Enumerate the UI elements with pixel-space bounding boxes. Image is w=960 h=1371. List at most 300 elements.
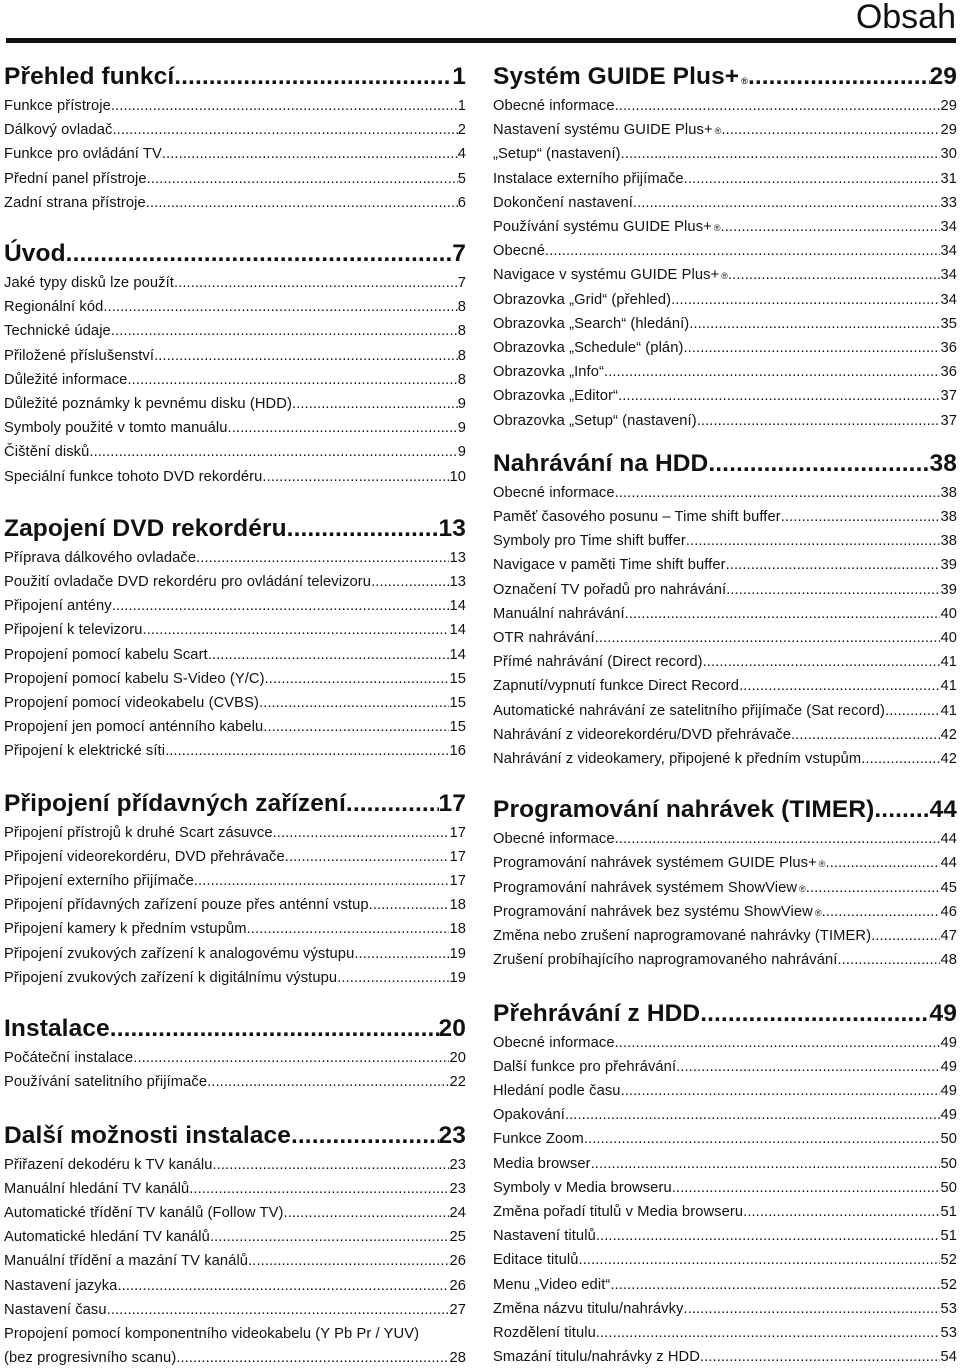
toc-entry[interactable] [4,715,466,739]
toc-entry[interactable] [493,924,957,948]
dot-leader [174,60,452,94]
section-heading[interactable] [493,793,957,827]
toc-entry[interactable] [4,966,466,990]
toc-entry[interactable] [4,594,466,618]
dot-leader [791,723,940,747]
dot-leader [259,691,450,715]
toc-entry[interactable] [4,869,466,893]
toc-entry[interactable] [493,191,957,215]
toc-entry[interactable] [493,409,957,433]
entry-page-number: 18 [449,921,466,938]
entry-page-number: 30 [940,146,957,163]
toc-entry[interactable] [4,1201,466,1225]
entry-page-number: 10 [449,468,466,485]
toc-entry[interactable] [4,368,466,392]
dot-leader [806,876,941,900]
entry-page-number: 7 [457,275,466,292]
entry-page-number: 17 [449,824,466,841]
toc-entry[interactable] [493,384,957,408]
toc-entry[interactable]: Navigace v systému GUIDE Plus+ ® ..... 34 [493,263,957,287]
entry-page-number: 34 [940,267,957,284]
toc-entry[interactable] [493,336,957,360]
toc-entry[interactable] [4,691,466,715]
entry-title: Automatické hledání TV kanálů [4,1229,210,1246]
entry-page-number: 6 [457,194,466,211]
dot-leader [625,602,941,626]
entry-page-number: 27 [449,1301,466,1318]
section-heading[interactable] [4,237,466,271]
entry-page-number: 47 [940,928,957,945]
toc-entry[interactable] [4,271,466,295]
toc-entry[interactable] [4,942,466,966]
section-page-number: 7 [452,240,466,268]
entry-page-number: 38 [940,509,957,526]
dot-leader [565,1103,941,1127]
toc-section-pripojeni-pridavnych-zarizeni [4,787,466,990]
toc-entry[interactable] [493,1176,957,1200]
dot-leader [596,1224,941,1248]
toc-entry[interactable] [4,1249,466,1273]
entry-page-number: 4 [457,146,466,163]
toc-entry[interactable] [4,1177,466,1201]
entry-page-number: 16 [449,743,466,760]
entry-title: Změna pořadí titulů v Media browseru [493,1203,744,1220]
toc-section-dalsi-moznosti-instalace [4,1119,466,1371]
entry-page-number: 44 [940,831,957,848]
entry-title: Připojení přístrojů k druhé Scart zásuvce [4,824,273,841]
entry-page-number: 46 [940,903,957,920]
toc-entry[interactable] [493,94,957,118]
entry-page-number: 9 [457,444,466,461]
entry-title: Obecné informace [493,1034,615,1051]
toc-entry[interactable] [493,1321,957,1345]
toc-entry[interactable] [4,1070,466,1094]
toc-entry[interactable] [4,1225,466,1249]
dot-leader [292,392,458,416]
toc-entry[interactable] [4,440,466,464]
dot-leader [127,368,457,392]
dot-leader [726,578,940,602]
entry-page-number: 19 [449,969,466,986]
dot-leader [174,271,458,295]
entry-page-number: 5 [457,170,466,187]
toc-entry[interactable] [493,529,957,553]
entry-page-number: 9 [457,420,466,437]
entry-page-number: 34 [940,291,957,308]
dot-leader [196,546,449,570]
entry-page-number: 53 [940,1300,957,1317]
dot-leader [579,1248,941,1272]
dot-leader [228,416,458,440]
entry-title: Připojení k televizoru [4,622,143,639]
toc-entry[interactable] [493,723,957,747]
toc-entry[interactable] [4,893,466,917]
dot-leader [610,1273,940,1297]
entry-title: Obrazovka „Info“ [493,364,604,381]
section-title: Programování nahrávek (TIMER) [493,796,875,824]
dot-leader [689,312,940,336]
toc-entry[interactable] [493,1103,957,1127]
entry-page-number: 40 [940,630,957,647]
entry-title: Připojení videorekordéru, DVD přehrávače [4,848,285,865]
dot-leader [584,1127,941,1151]
dot-leader [147,167,458,191]
toc-entry[interactable]: Nastavení systému GUIDE Plus+ ® ..... 29 [493,118,957,142]
entry-page-number: 39 [940,581,957,598]
section-title: Přehled funkcí [4,63,175,90]
entry-title: Připojení externího přijímače [4,873,194,890]
dot-leader [703,650,941,674]
toc-entry[interactable] [4,319,466,343]
entry-page-number: 22 [449,1074,466,1091]
toc-entry[interactable] [493,1055,957,1079]
entry-title: Nastavení jazyka [4,1277,118,1294]
toc-entry[interactable] [4,465,466,489]
dot-leader [103,295,457,319]
section-heading[interactable] [4,1012,466,1046]
toc-entry[interactable] [4,392,466,416]
entry-page-number: 18 [449,897,466,914]
dot-leader [781,505,941,529]
toc-entry[interactable] [493,288,957,312]
dot-leader [676,1055,940,1079]
dot-leader [861,747,940,771]
dot-leader [117,1274,449,1298]
toc-entry[interactable] [493,948,957,972]
toc-entry[interactable] [493,827,957,851]
entry-title: Obecné [493,243,546,260]
toc-entry[interactable] [493,699,957,723]
toc-entry[interactable] [493,1152,957,1176]
dot-leader [207,1070,449,1094]
entry-page-number: 48 [940,952,957,969]
section-title: Úvod [4,240,66,268]
toc-entry[interactable] [493,1273,957,1297]
dot-leader [595,626,941,650]
toc-entry[interactable] [493,239,957,263]
dot-leader [346,787,439,821]
entry-title: Přiřazení dekodéru k TV kanálu [4,1156,213,1173]
toc-entry[interactable] [4,821,466,845]
entry-page-number: 26 [449,1277,466,1294]
section-title: Zapojení DVD rekordéru [4,514,287,542]
entry-title: Zadní strana přístroje [4,194,146,211]
entry-title: Symboly použité v tomto manuálu [4,420,228,437]
entry-title: Nastavení systému GUIDE Plus+ [493,122,713,139]
entry-page-number: 14 [449,622,466,639]
entry-title: Hledání podle času [493,1082,621,1099]
entry-page-number: 24 [449,1204,466,1221]
entry-title: Dokončení nastavení [493,194,633,211]
toc-entry[interactable] [493,553,957,577]
toc-entry[interactable] [4,167,466,191]
toc-section-prehled-funkci [4,60,466,215]
entry-page-number: 51 [940,1228,957,1245]
toc-entry[interactable] [493,1127,957,1151]
section-heading[interactable] [493,997,957,1031]
dot-leader [107,1298,450,1322]
entry-title: Připojení kamery k předním vstupům [4,921,247,938]
entry-title: Důležité informace [4,371,128,388]
toc-entry[interactable]: Programování nahrávek systémem GUIDE Plus+ ® ..... 44 [493,851,957,875]
entry-title: Obecné informace [493,484,615,501]
toc-entry[interactable] [4,1153,466,1177]
entry-title: Připojení antény [4,598,112,615]
entry-page-number: 8 [457,299,466,316]
entry-title: Propojení pomocí kabelu S-Video (Y/C) [4,670,265,687]
toc-entry[interactable] [493,1248,957,1272]
dot-leader [369,893,450,917]
toc-entry[interactable] [493,1297,957,1321]
entry-page-number: 15 [449,670,466,687]
section-page-number: 49 [929,999,957,1027]
entry-page-number: 1 [457,98,466,114]
section-heading[interactable] [4,512,466,546]
toc-entry[interactable] [4,118,466,142]
dot-leader [621,1079,941,1103]
dot-leader [822,900,941,924]
dot-leader [604,360,940,384]
section-heading[interactable] [4,1119,466,1153]
dot-leader [545,239,940,263]
entry-title: Speciální funkce tohoto DVD rekordéru [4,468,263,485]
entry-page-number: 41 [940,654,957,671]
entry-title: Čištění disků [4,444,90,461]
entry-title: Manuální nahrávání [493,605,625,622]
entry-title: Instalace externího přijímače [493,170,684,187]
entry-title: Funkce pro ovládání TV [4,146,162,163]
dot-leader [111,319,458,343]
dot-leader [748,60,930,94]
toc-right-column [493,60,957,1369]
dot-leader [371,570,449,594]
entry-page-number: 2 [457,122,466,139]
toc-entry[interactable] [4,1274,466,1298]
toc-entry[interactable] [4,1322,466,1370]
dot-leader [684,167,941,191]
entry-title: Připojení zvukových zařízení k analogovému výstupu [4,945,355,962]
dot-leader [697,409,941,433]
section-page-number: 38 [929,449,957,477]
entry-page-number: 17 [449,848,466,865]
dot-leader [700,997,929,1031]
entry-page-number: 23 [449,1156,466,1173]
entry-title: Přiložené příslušenství [4,347,155,364]
entry-title: Smazání titulu/nahrávky z HDD [493,1349,700,1366]
entry-page-number: 26 [449,1253,466,1270]
section-page-number: 13 [438,514,466,542]
entry-title: Důležité poznámky k pevnému disku (HDD) [4,396,292,413]
toc-entry[interactable] [4,667,466,691]
dot-leader [146,191,458,215]
dot-leader [743,1200,940,1224]
entry-page-number: 17 [449,873,466,890]
entry-title: Nastavení titulů [493,1228,596,1245]
dot-leader [194,869,450,893]
dot-leader [89,440,457,464]
entry-page-number: 36 [940,364,957,381]
entry-title: Přímé nahrávání (Direct record) [493,654,703,671]
dot-leader [265,667,450,691]
entry-title: Obrazovka „Setup“ (nastavení) [493,412,697,429]
entry-page-number: 15 [449,719,466,736]
toc-entry[interactable]: Programování nahrávek systémem ShowView ® ..... 45 [493,876,957,900]
section-heading[interactable] [4,60,466,94]
toc-entry[interactable] [4,917,466,941]
toc-section-uvod [4,237,466,489]
toc-entry[interactable] [493,626,957,650]
dot-leader [287,512,439,546]
toc-entry[interactable] [493,747,957,771]
entry-page-number: 34 [940,219,957,236]
entry-page-number: 33 [940,194,957,211]
entry-title: Obrazovka „Schedule“ (plán) [493,340,684,357]
entry-title: „Setup“ (nastavení) [493,146,621,163]
dot-leader [591,1152,941,1176]
entry-title: Programování nahrávek systémem ShowView [493,879,798,896]
toc-entry[interactable] [493,167,957,191]
entry-title: Používání systému GUIDE Plus+ [493,219,712,236]
toc-entry[interactable] [4,618,466,642]
entry-title: Používání satelitního přijímače [4,1074,208,1091]
entry-title: Změna nebo zrušení naprogramované nahrávky (TIMER) [493,928,872,945]
section-heading[interactable] [4,787,466,821]
dot-leader [285,845,450,869]
entry-page-number: 36 [940,340,957,357]
toc-entry[interactable] [4,191,466,215]
header-rule [6,38,956,43]
entry-title: Použití ovladače DVD rekordéru pro ovládání televizoru [4,574,372,591]
dot-leader [165,739,449,763]
toc-entry[interactable] [493,481,957,505]
entry-title: Rozdělení titulu [493,1324,596,1341]
toc-entry[interactable] [493,1345,957,1369]
toc-entry[interactable] [4,1046,466,1070]
dot-leader [672,1176,941,1200]
toc-entry[interactable] [493,505,957,529]
section-heading[interactable]: Systém GUIDE Plus+ ® ..... 29 [493,60,957,94]
entry-title: Funkce Zoom [493,1131,584,1148]
toc-entry[interactable] [493,1031,957,1055]
toc-entry[interactable]: Programování nahrávek bez systému ShowView ® ..... 46 [493,900,957,924]
entry-title: Opakování [493,1107,565,1124]
entry-page-number: 54 [940,1349,957,1366]
toc-entry[interactable] [4,739,466,763]
entry-page-number: 13 [449,574,466,591]
entry-title: Paměť časového posunu – Time shift buffer [493,509,781,526]
dot-leader [596,1321,941,1345]
dot-leader [112,118,457,142]
dot-leader [247,917,450,941]
entry-title: Připojení přídavných zařízení pouze přes anténní vstup [4,897,369,914]
entry-title: Propojení jen pomocí anténního kabelu [4,719,264,736]
dot-leader [633,191,941,215]
toc-entry[interactable] [493,312,957,336]
entry-title: Obrazovka „Editor“ [493,388,619,405]
toc-entry[interactable] [493,1200,957,1224]
entry-page-number: 38 [940,484,957,501]
toc-entry[interactable] [4,295,466,319]
section-title: Systém GUIDE Plus+ [493,63,740,90]
toc-entry[interactable] [493,1079,957,1103]
section-page-number: 17 [438,789,466,817]
entry-title: Zapnutí/vypnutí funkce Direct Record [493,678,740,695]
section-title: Instalace [4,1015,110,1043]
entry-page-number: 29 [940,98,957,114]
toc-entry[interactable] [4,142,466,166]
toc-section-nahravani-na-hdd [493,447,957,771]
toc-entry[interactable] [4,344,466,368]
toc-entry[interactable] [4,1298,466,1322]
entry-page-number: 23 [449,1180,466,1197]
dot-leader [154,344,458,368]
toc-entry[interactable] [493,142,957,166]
toc-entry[interactable] [493,578,957,602]
entry-title: Nastavení času [4,1301,107,1318]
dot-leader [618,384,940,408]
toc-entry[interactable] [493,674,957,698]
dot-leader [189,1177,449,1201]
entry-title: Dálkový ovladač [4,122,113,139]
toc-entry[interactable] [493,360,957,384]
toc-left-column [4,60,466,1370]
entry-page-number: 25 [449,1229,466,1246]
toc-entry[interactable] [4,416,466,440]
entry-page-number: 44 [940,855,957,872]
entry-title: Funkce přístroje [4,98,111,114]
page-title: Obsah [855,0,956,36]
toc-entry[interactable] [4,94,466,118]
entry-page-number: 19 [449,945,466,962]
toc-section-programovani-nahravek-timer [493,793,957,972]
toc-entry[interactable] [493,602,957,626]
dot-leader [615,1031,941,1055]
toc-section-prehravani-z-hdd [493,997,957,1370]
entry-page-number: 9 [457,396,466,413]
page-header [0,0,960,52]
section-title: Další možnosti instalace [4,1121,291,1149]
entry-title: Další funkce pro přehrávání [493,1058,677,1075]
entry-title: Nahrávání z videokamery, připojené k předním vstupům [493,751,862,768]
entry-title: Programování nahrávek bez systému ShowView [493,903,813,920]
dot-leader [721,118,940,142]
dot-leader [708,447,929,481]
entry-title: Obrazovka „Search“ (hledání) [493,315,690,332]
entry-title: Navigace v systému GUIDE Plus+ [493,267,720,284]
entry-title-continued: (bez progresivního scanu) [4,1350,177,1367]
entry-title: Symboly v Media browseru [493,1179,672,1196]
toc-entry[interactable]: Používání systému GUIDE Plus+ ® ..... 34 [493,215,957,239]
entry-page-number: 52 [940,1252,957,1269]
toc-entry[interactable] [4,643,466,667]
dot-leader [683,1297,940,1321]
toc-entry[interactable] [493,650,957,674]
section-page-number: 1 [452,63,466,90]
entry-title: Přední panel přístroje [4,170,147,187]
section-heading[interactable] [493,447,957,481]
toc-section-zapojeni-dvd-rekorderu [4,512,466,764]
entry-title: Označení TV pořadů pro nahrávání [493,581,727,598]
toc-entry[interactable] [4,546,466,570]
entry-title: Jaké typy disků lze použít [4,275,174,292]
entry-page-number: 50 [940,1179,957,1196]
entry-page-number: 39 [940,557,957,574]
toc-entry[interactable] [493,1224,957,1248]
toc-entry[interactable] [4,845,466,869]
dot-leader [208,643,450,667]
entry-page-number: 42 [940,726,957,743]
toc-entry[interactable] [4,570,466,594]
